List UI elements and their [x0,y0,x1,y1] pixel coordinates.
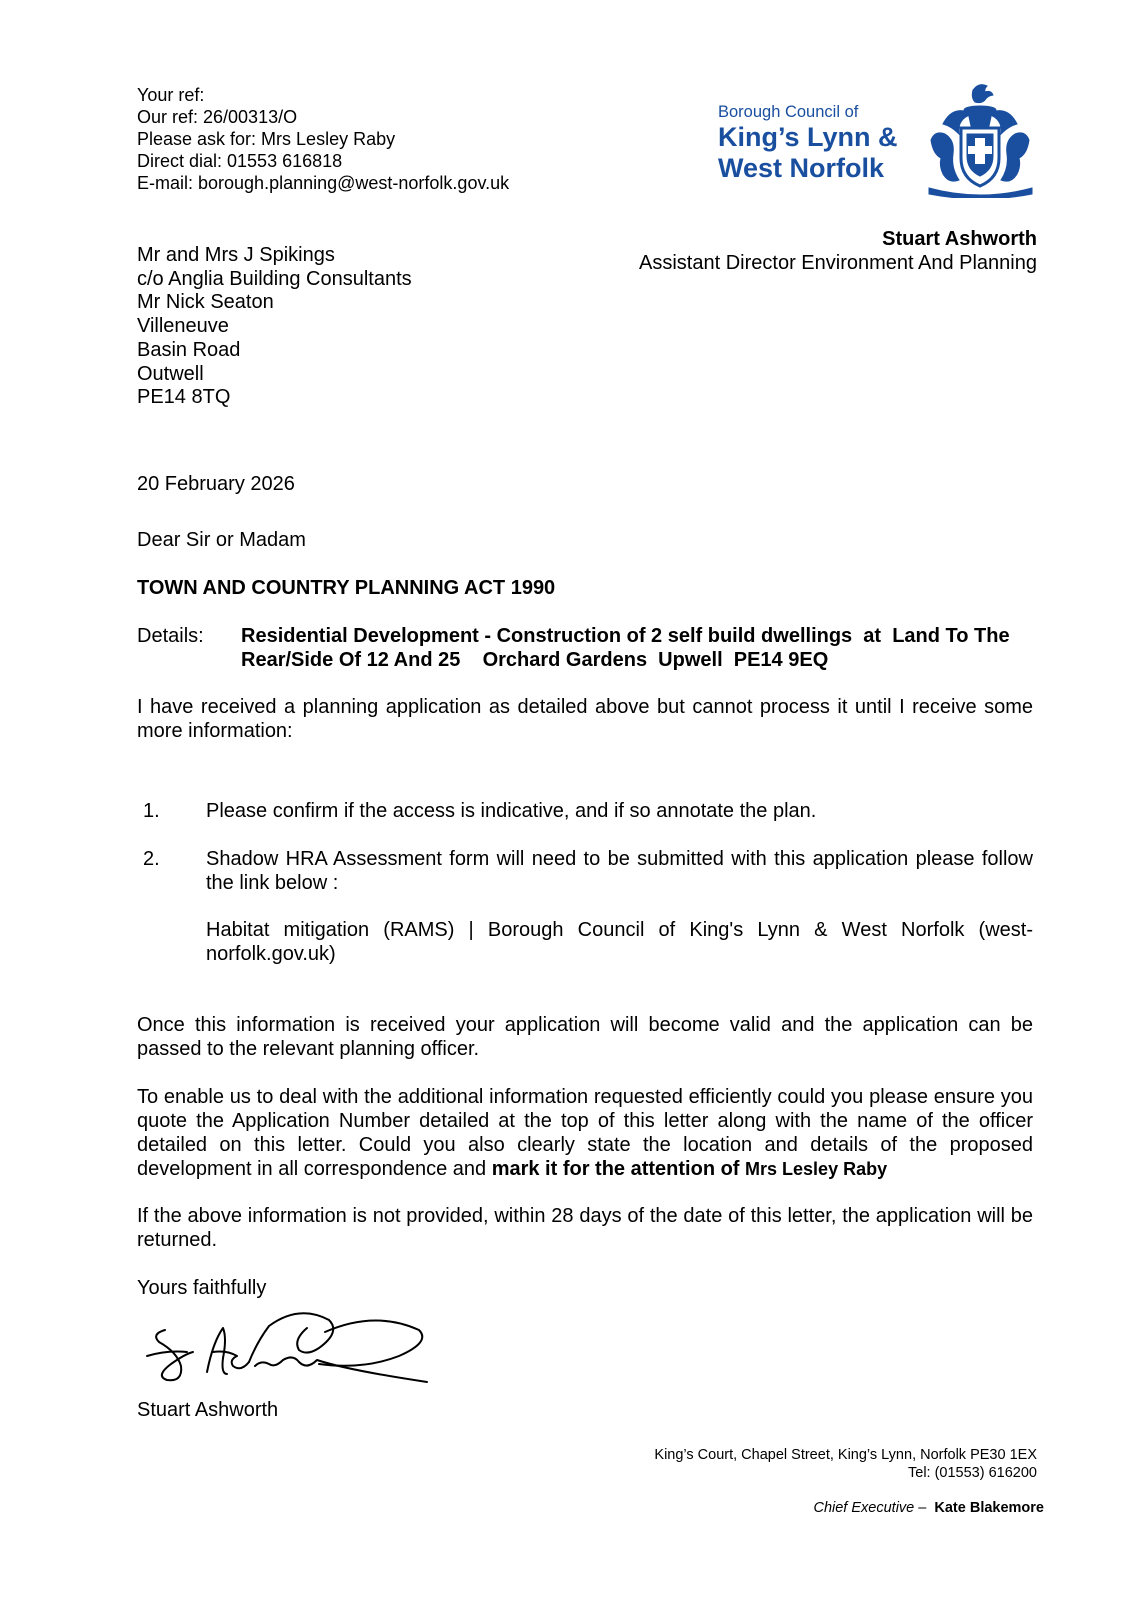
closing: Yours faithfully [137,1277,267,1299]
signatory-name: Stuart Ashworth [137,1399,279,1421]
logo-line-3: West Norfolk [718,153,885,183]
validity-paragraph: Once this information is received your application will become valid and the application can be passed to the relevant planning officer. [137,1014,1033,1060]
chief-separator: – [914,1500,935,1516]
attention-text: mark it for the attention of [491,1158,746,1180]
rams-link[interactable]: Habitat mitigation (RAMS) | Borough Council of King's Lynn & West Norfolk (west-norfolk.gov.uk) [206,919,1033,965]
recipient-line: Outwell [137,362,204,385]
email: E-mail: borough.planning@west-norfolk.gov.uk [137,173,510,193]
recipient-line: PE14 8TQ [137,386,231,409]
item-number: 1. [143,800,160,822]
footer-address-line: King’s Court, Chapel Street, King’s Lynn, Norfolk PE30 1EX [654,1447,1037,1463]
coat-of-arms-icon [923,80,1038,198]
footer-tel: Tel: (01553) 616200 [908,1465,1037,1481]
recipient-line: c/o Anglia Building Consultants [137,267,412,290]
recipient-line: Basin Road [137,338,241,361]
details-text: Residential Development - Construction of 2 self build dwellings at Land To The Rear/Side Of 12 And 25 Orchard Gardens Upwell PE14 9EQ [241,625,1016,671]
chief-role: Chief Executive [813,1500,915,1516]
your-ref: Your ref: [137,85,205,105]
item-text: Shadow HRA Assessment form will need to be submitted with this application please follow the link below : [206,848,1033,894]
recipient-line: Mr Nick Seaton [137,291,274,314]
our-ref: Our ref: 26/00313/O [137,107,298,127]
letter-date: 20 February 2026 [137,473,295,495]
signature-image [145,1310,430,1405]
ask-for: Please ask for: Mrs Lesley Raby [137,129,396,149]
logo-line-2: King’s Lynn & [718,122,898,152]
correspondence-text: To enable us to deal with the additional information requested efficiently could you please ensure you quote the Application Number detailed at the top of this letter along with the name of the officer detailed on this letter. Could you also clearly state the location and details of the proposed development in all correspondence and [137,1086,1033,1180]
recipient-address [137,244,412,410]
logo-text [718,102,898,184]
council-logo [718,80,1038,198]
correspondence-paragraph [137,1085,1033,1181]
officer-name: Mrs Lesley Raby [745,1159,888,1179]
reference-block [137,84,509,194]
item-number: 2. [143,848,160,870]
chief-name: Kate Blakemore [934,1500,1044,1516]
details-label: Details: [137,625,204,647]
logo-line-1: Borough Council of [718,103,859,121]
intro-paragraph: I have received a planning application as detailed above but cannot process it until I receive some more information: [137,696,1033,742]
sender-title: Assistant Director Environment And Planning [639,252,1037,274]
act-heading: TOWN AND COUNTRY PLANNING ACT 1990 [137,577,556,599]
item-text: Please confirm if the access is indicative, and if so annotate the plan. [206,800,817,822]
direct-dial: Direct dial: 01553 616818 [137,151,343,171]
sender-block [639,227,1037,275]
chief-executive-line [813,1499,1044,1517]
salutation: Dear Sir or Madam [137,529,306,551]
footer-address [654,1446,1037,1482]
sender-name: Stuart Ashworth [882,228,1037,250]
recipient-line: Villeneuve [137,315,229,338]
return-paragraph: If the above information is not provided, within 28 days of the date of this letter, the application will be returned. [137,1205,1033,1251]
recipient-line: Mr and Mrs J Spikings [137,244,335,266]
